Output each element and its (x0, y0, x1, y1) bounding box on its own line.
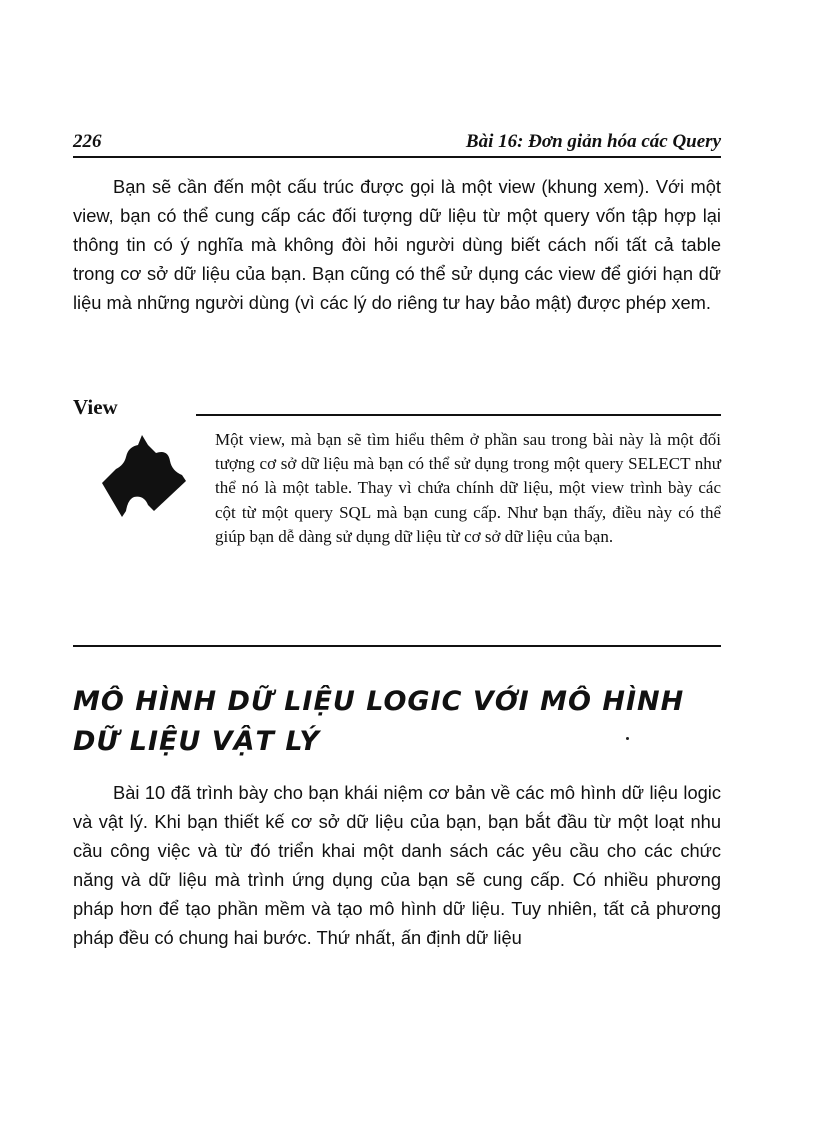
page-number: 226 (73, 131, 102, 152)
section-paragraph: Bài 10 đã trình bày cho bạn khái niệm cơ bản về các mô hình dữ liệu logic và vật lý. Khi bạn thiết kế cơ sở dữ liệu của bạn, bạn bắt đầu từ một loạt nhu cầu công việc và từ đó triển khai một danh sách các yêu cầu cho các chức năng và dữ liệu mà trình ứng dụng của bạn sẽ cung cấp. Có nhiều phương pháp hơn để tạo phần mềm và tạo mô hình dữ liệu. Tuy nhiên, tất cả phương pháp đều có chung hai bước. Thứ nhất, ấn định dữ liệu (73, 782, 721, 948)
section-heading: MÔ HÌNH DỮ LIỆU LOGIC VỚI MÔ HÌNH DỮ LIỆU VẬT LÝ (73, 686, 685, 757)
note-top-rule (196, 414, 721, 416)
puzzle-piece-shape (102, 435, 186, 517)
note-bottom-rule (73, 645, 721, 647)
puzzle-piece-icon (98, 431, 192, 525)
intro-paragraph: Bạn sẽ cần đến một cấu trúc được gọi là một view (khung xem). Với một view, bạn có thể cung cấp các đối tượng dữ liệu từ một query vốn tập hợp lại thông tin có ý nghĩa mà không đòi hỏi người dùng biết cách nối tất cả table trong cơ sở dữ liệu của bạn. Bạn cũng có thể sử dụng các view để giới hạn dữ liệu mà những người dùng (vì các lý do riêng tư hay bảo mật) được phép xem. (73, 176, 721, 313)
scan-speck (626, 737, 629, 740)
note-label: View (73, 395, 118, 419)
running-title: Bài 16: Đơn giản hóa các Query (465, 131, 721, 152)
note-text: Một view, mà bạn sẽ tìm hiểu thêm ở phần sau trong bài này là một đối tượng cơ sở dữ liệu mà bạn có thể sử dụng trong một query SELECT như thể nó là một table. Thay vì chứa chính dữ liệu, một view trình bày các cột từ một query SQL mà bạn cung cấp. Như bạn thấy, điều này có thể giúp bạn dễ dàng sử dụng dữ liệu từ cơ sở dữ liệu của bạn. (215, 430, 721, 546)
header-rule (73, 156, 721, 158)
